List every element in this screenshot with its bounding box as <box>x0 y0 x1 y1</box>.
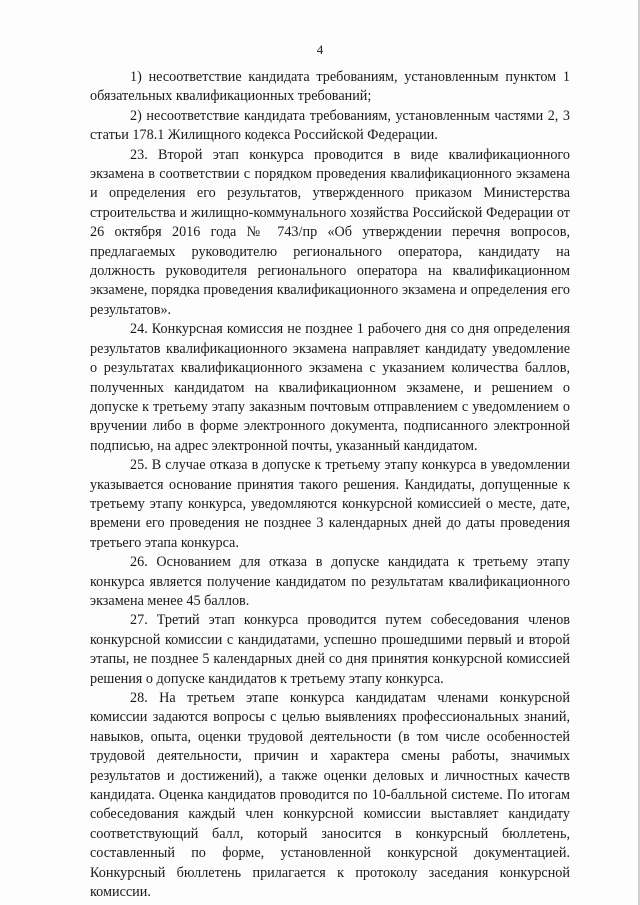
paragraph-28: 28. На третьем этапе конкурса кандидатам членами конкурсной комиссии задаются вопросы с целью выявлениях профессиональных знаний, навыков, опыта, оценки трудовой деятельности (в том числе особенностей трудовой деятельности, причин и характера смены работы, значимых результатов и достижений), а также оценки деловых и личностных качеств кандидата. Оценка кандидатов проводится по 10-балльной системе. По итогам собеседования каждый член конкурсной комиссии выставляет кандидату соответствующий балл, который заносится в конкурсный бюллетень, составленный по форме, установленной конкурсной документацией. Конкурсный бюллетень прилагается к протоколу заседания конкурсной комиссии. <box>90 690 570 901</box>
document-body <box>90 68 570 902</box>
paragraph-27: 27. Третий этап конкурса проводится путем собеседования членов конкурсной комиссии с кандидатами, успешно прошедшими первый и второй этапы, не позднее 5 календарных дней со дня принятия конкурсной комиссией решения о допуске кандидатов к третьему этапу конкурса. <box>90 612 570 687</box>
paragraph-25: 25. В случае отказа в допуске к третьему этапу конкурса в уведомлении указывается основание принятия такого решения. Кандидаты, допущенные к третьему этапу конкурса, уведомляются конкурсной комиссией о месте, дате, времени его проведения не позднее 3 календарных дней до даты проведения третьего этапа конкурса. <box>90 457 570 551</box>
paragraph-item-2: 2) несоответствие кандидата требованиям, установленным частями 2, 3 статьи 178.1 Жилищного кодекса Российской Федерации. <box>90 107 570 144</box>
paragraph-24: 24. Конкурсная комиссия не позднее 1 рабочего дня со дня определения результатов квалификационного экзамена направляет кандидату уведомление о результатах квалификационного экзамена с указанием количества баллов, полученных кандидатом на квалификационном экзамене, и решением о допуске к третьему этапу заказным почтовым отправлением с уведомлением о вручении либо в форме электронного документа, подписанного электронной подписью, на адрес электронной почты, указанный кандидатом. <box>90 321 570 454</box>
page-number: 4 <box>316 42 324 57</box>
paragraph-item-1: 1) несоответствие кандидата требованиям, установленным пунктом 1 обязательных квалификационных требований; <box>90 69 570 105</box>
paragraph-23: 23. Второй этап конкурса проводится в виде квалификационного экзамена в соответствии с порядком проведения квалификационного экзамена и определения его результатов, утвержденного приказом Министерства строительства и жилищно-коммунального хозяйства Российской Федерации от 26 октября 2016 года № 743/пр «Об утверждении перечня вопросов, предлагаемых руководителю регионального оператора, кандидату на должность руководителя регионального оператора на квалификационном экзамене, порядка проведения квалификационного экзамена и определения его результатов». <box>90 146 570 318</box>
paragraph-26: 26. Основанием для отказа в допуске кандидата к третьему этапу конкурса является получение кандидатом по результатам квалификационного экзамена менее 45 баллов. <box>90 554 570 609</box>
